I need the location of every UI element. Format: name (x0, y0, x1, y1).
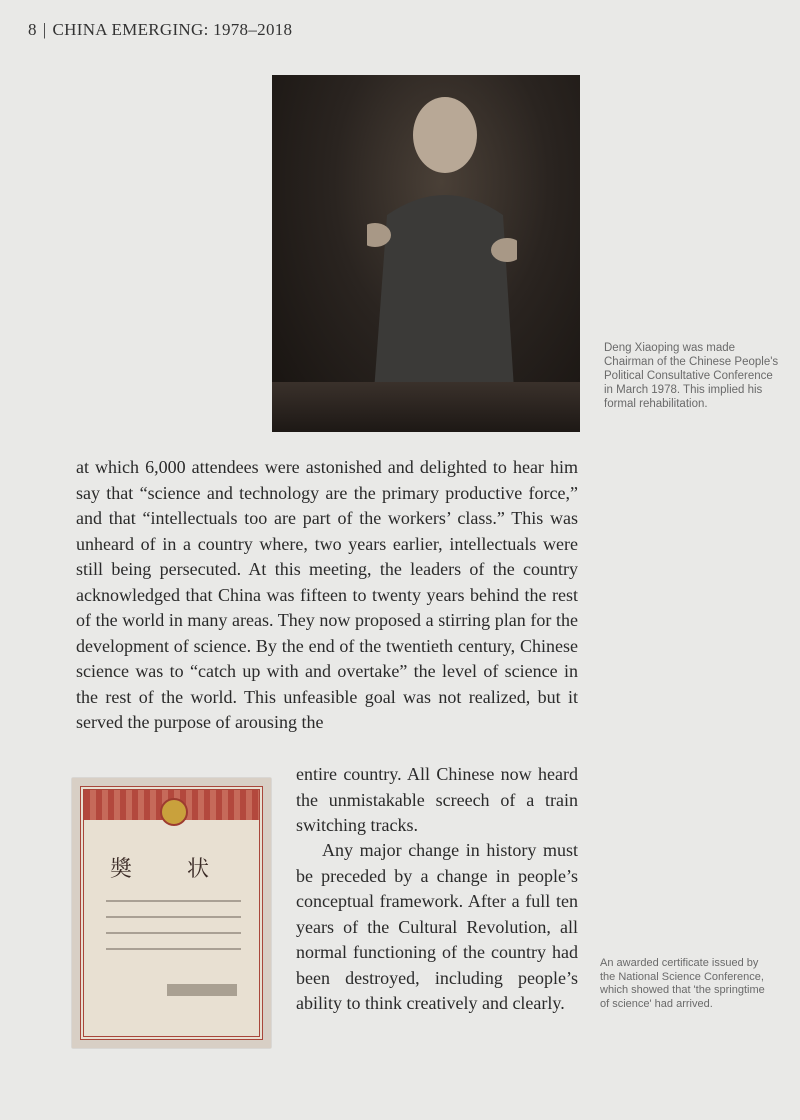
body-paragraph-1-continued: entire country. All Chinese now heard the unmistakable screech of a train switching tracks. (296, 764, 578, 835)
page-number: 8 (28, 20, 37, 39)
running-header (28, 20, 292, 40)
podium-desk (272, 382, 580, 432)
speaker-figure-illustration (367, 85, 517, 405)
award-certificate-image (72, 778, 271, 1048)
body-paragraph-2: Any major change in history must be preceded by a change in people’s conceptual framework. After a full ten years of the Cultural Revolution, all normal functioning of the country had been destroyed, including people’s ability to think creatively and clearly. (296, 840, 578, 1013)
body-paragraph-1: at which 6,000 attendees were astonished and delighted to hear him say that “science and technology are the primary productive force,” and that “intellectuals too are part of the workers’ class.” This was unheard of in a country where, two years earlier, intellectuals were still being persecuted. At this meeting, the leaders of the country acknowledged that China was fifteen to twenty years behind the rest of the world in many areas. They now proposed a stirring plan for the development of science. By the end of the twentieth century, Chinese science was to “catch up with and overtake” the level of science in the rest of the world. This unfeasible goal was not realized, but it served the purpose of arousing the (76, 457, 578, 732)
certificate-title: 奬 状 (110, 857, 233, 882)
deng-xiaoping-photo (272, 75, 580, 432)
header-separator: | (42, 20, 47, 39)
certificate-signature-block (167, 984, 237, 996)
certificate-frame (80, 786, 263, 1040)
running-title: CHINA EMERGING: 1978–2018 (52, 20, 293, 39)
certificate-caption: An awarded certificate issued by the National Science Conference, which showed that 'the springtime of science' had arrived. (600, 957, 765, 1010)
photo-caption: Deng Xiaoping was made Chairman of the Chinese People's Political Consultative Conference in March 1978. This implied his formal rehabilitation. (604, 342, 779, 410)
certificate-text-lines (106, 900, 241, 964)
national-emblem-icon (160, 798, 188, 826)
